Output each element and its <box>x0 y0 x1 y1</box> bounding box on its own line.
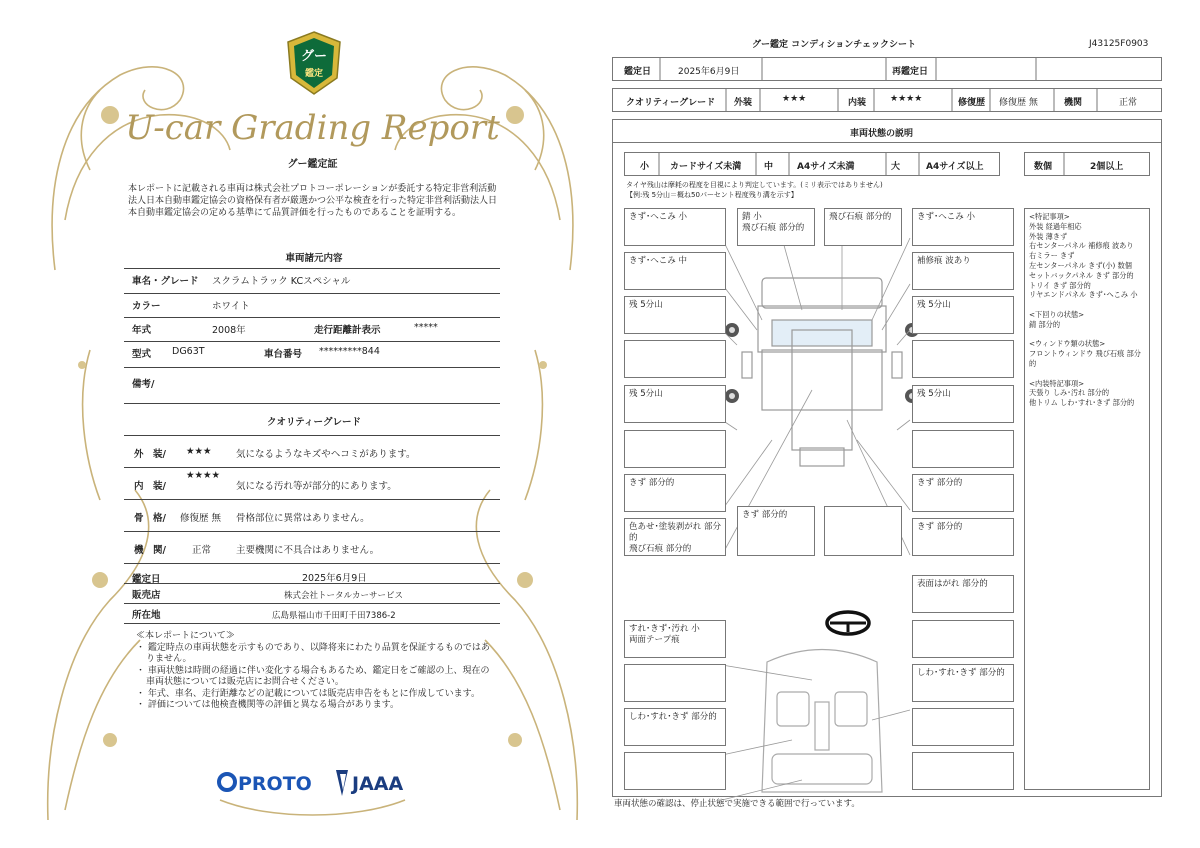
callout-rear-center-right <box>824 506 902 556</box>
size-large-desc: A4サイズ以上 <box>926 162 984 172</box>
model-value: DG63T <box>172 346 205 357</box>
callout-front-left: きず･へこみ 小 <box>624 208 726 246</box>
specs-title: 車両諸元内容 <box>285 253 343 264</box>
year-value: 2008年 <box>212 325 246 336</box>
callout-int-left-2: しわ･すれ･きず 部分的 <box>624 708 726 746</box>
sheet-footer: 車両状態の確認は、停止状態で実施できる範囲で行っています。 <box>614 799 860 809</box>
description-title: 車両状態の説明 <box>850 129 914 139</box>
row-exterior <box>124 436 500 468</box>
exterior-text: 気になるようなキズやヘコミがあります。 <box>236 449 416 460</box>
callout-left-lower <box>624 430 726 468</box>
callout-rear-center-left: きず 部分的 <box>737 506 815 556</box>
callout-int-left-1 <box>624 664 726 702</box>
row-dealer <box>124 584 500 604</box>
int-stars: ★★★★ <box>890 94 923 104</box>
address-label: 所在地 <box>132 610 161 621</box>
repair-label: 修復歴 <box>958 98 986 108</box>
note-item: ・ 鑑定時点の車両状態を示すものであり、以降将来にわたり品質を保証するものではありません。 <box>136 642 490 664</box>
size-small: 小 <box>640 162 650 172</box>
special-notes: <特記事項> 外装 経過年相応 外装 薄きず 右センターパネル 補修痕 波あり 右ミラー きず 左センターパネル きず(小) 数個 セットバックパネル きず 部分的 トリイ きず 部分的 リヤエンドパネル きず･へこみ 小 <下回りの状態> 錆 部分的 <ウィンドウ類の状態> フロントウィンドウ 飛び石痕 部分的 <内装特記事項> 天張り しみ･汚れ 部分的 他トリム しわ･すれ･きず 部分的 <box>1024 208 1150 790</box>
proto-logo <box>219 773 312 795</box>
car-name-label: 車名・グレード <box>132 276 199 287</box>
mileage-label: 走行距離計表示 <box>314 325 381 336</box>
callout-front-center-left: 錆 小 飛び石痕 部分的 <box>737 208 815 246</box>
row-engine <box>124 532 500 564</box>
jaaa-logo-text: JAAA <box>352 773 404 795</box>
svg-text:グー: グー <box>300 49 328 64</box>
grade-title: クオリティーグレード <box>266 417 362 428</box>
row-color <box>124 294 500 318</box>
exterior-stars: ★★★ <box>186 446 212 457</box>
callout-right-lower <box>912 430 1014 468</box>
row-car-name <box>124 268 500 294</box>
engine-value: 正常 <box>1119 98 1138 108</box>
mileage-value: ***** <box>414 322 438 333</box>
callout-right-mid <box>912 340 1014 378</box>
row-year <box>124 318 500 342</box>
tire-note-1: タイヤ残山は摩耗の程度を目視により判定しています。(ミリ表示ではありません) <box>626 181 883 189</box>
chassis-label: 車台番号 <box>264 349 303 360</box>
callout-int-right-1 <box>912 620 1014 658</box>
sheet-id: J43125F0903 <box>1089 39 1149 49</box>
color-label: カラー <box>132 301 161 312</box>
row-grade-header <box>124 404 500 436</box>
note-item: ・ 年式、車名、走行距離などの記載については販売店申告をもとに作成しています。 <box>136 688 480 699</box>
callout-front-center-right: 飛び石痕 部分的 <box>824 208 902 246</box>
frame-text: 骨格部位に異常はありません。 <box>236 513 370 524</box>
ext-stars: ★★★ <box>782 94 807 104</box>
callout-dashboard: すれ･きず･汚れ 小 両面テープ痕 <box>624 620 726 658</box>
jaaa-logo <box>336 770 403 796</box>
row-frame <box>124 500 500 532</box>
interior-label: 内 装/ <box>134 481 166 492</box>
callout-tire-front-left: 残 5分山 <box>624 296 726 334</box>
count-label: 数個 <box>1034 162 1053 172</box>
report-script-title: U-car Grading Report <box>125 108 500 148</box>
regrade-label: 再鑑定日 <box>892 67 929 77</box>
engine-value: 正常 <box>192 545 212 556</box>
model-label: 型式 <box>132 349 152 360</box>
date-label: 鑑定日 <box>624 67 652 77</box>
size-mid: 中 <box>764 162 774 172</box>
exterior-label: 外 装/ <box>134 449 166 460</box>
callout-rear-right: きず 部分的 <box>912 518 1014 556</box>
year-label: 年式 <box>132 325 152 336</box>
remarks-label: 備考/ <box>132 379 155 390</box>
engine-label: 機 関/ <box>134 545 166 556</box>
row-interior <box>124 468 500 500</box>
engine-text: 主要機関に不具合はありません。 <box>236 545 380 556</box>
size-mid-desc: A4サイズ未満 <box>797 162 855 172</box>
interior-stars: ★★★★ <box>186 470 221 481</box>
callout-int-right-2: しわ･すれ･きず 部分的 <box>912 664 1014 702</box>
callout-steering: 表面はがれ 部分的 <box>912 575 1014 613</box>
cert-intro: 本レポートに記載される車両は株式会社プロトコーポレーションが委託する特定非営利活動法人日本自動車鑑定協会の資格保有者が厳選かつ公平な検査を行った特定非営利活動法人日本自動車鑑定協会の定める基準にて品質評価を行ったものであることを証明する。 <box>128 184 498 218</box>
callout-left-mid <box>624 340 726 378</box>
callout-int-right-3 <box>912 708 1014 746</box>
int-label: 内装 <box>848 98 867 108</box>
report-notes <box>136 631 496 712</box>
callout-left-bed: きず 部分的 <box>624 474 726 512</box>
interior-text: 気になる汚れ等が部分的にあります。 <box>236 481 397 492</box>
callout-tire-rear-right: 残 5分山 <box>912 385 1014 423</box>
row-model <box>124 342 500 368</box>
row-address <box>124 604 500 624</box>
frame-label: 骨 格/ <box>134 513 166 524</box>
chassis-value: *********844 <box>319 346 380 357</box>
goo-badge-logo <box>285 30 343 96</box>
callout-right-bed: きず 部分的 <box>912 474 1014 512</box>
notes-title: ≪本レポートについて≫ <box>136 631 235 641</box>
callout-tire-front-right: 残 5分山 <box>912 296 1014 334</box>
car-name-value: スクラムトラック KCスペシャル <box>212 276 351 287</box>
callout-int-left-3 <box>624 752 726 790</box>
svg-text:鑑定: 鑑定 <box>304 69 324 79</box>
grade-label: クオリティーグレード <box>626 98 716 108</box>
callout-rear-left: 色あせ･塗装剥がれ 部分的 飛び石痕 部分的 <box>624 518 726 556</box>
engine-label: 機関 <box>1064 98 1083 108</box>
date-row-dividers <box>612 57 1162 81</box>
count-desc: 2個以上 <box>1090 162 1124 172</box>
callout-tire-rear-left: 残 5分山 <box>624 385 726 423</box>
tire-note-2: 【例:残 5分山＝概ね50パーセント程度残り溝を示す】 <box>626 191 798 199</box>
dealer-label: 販売店 <box>132 590 161 601</box>
note-item: ・ 車両状態は時間の経過に伴い変化する場合もあるため、鑑定日をご確認の上、現在の車両状態については販売店にお問合せください。 <box>136 665 490 687</box>
date-value: 2025年6月9日 <box>678 67 740 77</box>
callout-int-right-4 <box>912 752 1014 790</box>
note-item: ・ 評価については他検査機関等の評価と異なる場合があります。 <box>136 700 399 710</box>
size-large: 大 <box>891 162 901 172</box>
frame-value: 修復歴 無 <box>180 513 222 524</box>
footer-logos <box>214 768 434 798</box>
callout-right-upper: 補修痕 波あり <box>912 252 1014 290</box>
date-value: 2025年6月9日 <box>302 573 367 584</box>
condition-check-sheet <box>612 30 1162 820</box>
repair-value: 修復歴 無 <box>999 98 1038 108</box>
ext-label: 外装 <box>734 98 753 108</box>
cert-title: グー鑑定証 <box>287 159 338 170</box>
address-value: 広島県福山市千田町千田7386-2 <box>272 611 396 621</box>
sheet-title: グー鑑定 コンディションチェックシート <box>752 40 916 50</box>
callout-front-right: きず･へこみ 小 <box>912 208 1014 246</box>
callout-left-upper: きず･へこみ 中 <box>624 252 726 290</box>
grading-report <box>40 20 585 830</box>
color-value: ホワイト <box>212 301 250 312</box>
size-small-desc: カードサイズ未満 <box>670 162 742 172</box>
dealer-value: 株式会社トータルカーサービス <box>284 591 404 601</box>
proto-logo-text: PROTO <box>238 773 312 795</box>
date-label: 鑑定日 <box>132 574 161 585</box>
row-date <box>124 564 500 584</box>
row-remarks <box>124 368 500 404</box>
